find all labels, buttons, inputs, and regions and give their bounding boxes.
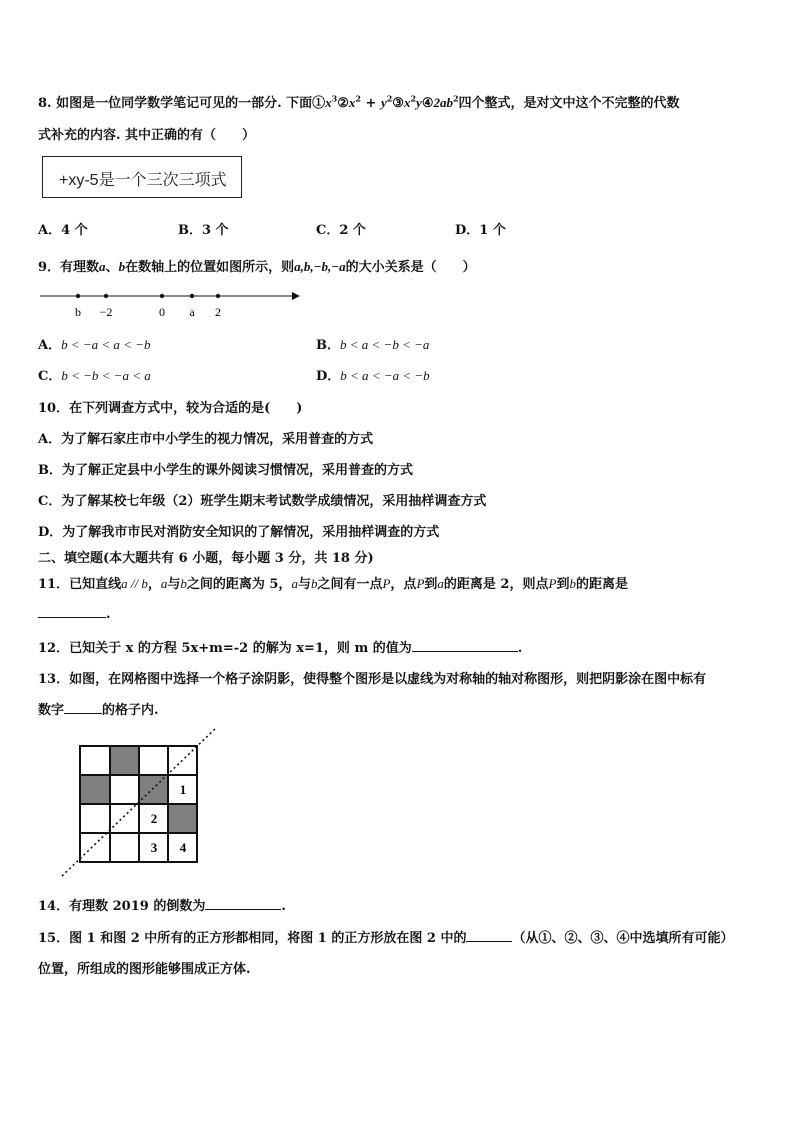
- q9-number-line: [40, 286, 305, 322]
- q11-stem: [38, 573, 628, 592]
- q9-stem-suffix: 的大小关系是（ ）: [345, 260, 476, 275]
- q14-end: .: [281, 899, 286, 914]
- q11-p6: 之间有一点: [317, 577, 383, 592]
- q9-choice-c: [38, 365, 151, 384]
- point-neg2: [104, 294, 108, 298]
- point-b: [76, 294, 80, 298]
- grid: [80, 746, 197, 862]
- q8-choice-d: D．1 个: [455, 223, 506, 238]
- q8-option-3-y: y: [416, 95, 422, 110]
- label-a: a: [189, 305, 195, 319]
- q11-p10: 到: [556, 577, 570, 592]
- q8-option-1-base: x: [325, 95, 332, 110]
- q11-b2: b: [310, 576, 318, 591]
- q9-choice-b: [316, 334, 429, 353]
- q11-p7: ，点: [390, 577, 417, 592]
- q11-p8: 到: [424, 577, 438, 592]
- q15-answer-blank[interactable]: [466, 929, 512, 942]
- q11-p5: 与: [297, 577, 311, 592]
- q8-line1-suffix: 四个整式，是对文中这个不完整的代数: [458, 96, 680, 111]
- point-a: [190, 294, 194, 298]
- shaded-cell: [168, 804, 197, 833]
- q8-option-2-plus: +: [360, 96, 381, 111]
- q13-line2-suffix: 的格子内.: [102, 703, 159, 718]
- q10-choice-b: B．为了解正定县中小学生的课外阅读习惯情况，采用普查的方式: [38, 463, 413, 478]
- q11-a3: a: [437, 576, 444, 591]
- label-zero: 0: [159, 305, 165, 319]
- q8-option-2-exp2: 2: [386, 93, 393, 104]
- q9-choice-c-letter: C．: [38, 369, 62, 384]
- q10-choice-c: C．为了解某校七年级（2）班学生期末考试数学成绩情况，采用抽样调查方式: [38, 494, 487, 509]
- q13-line2-prefix: 数字: [38, 703, 65, 718]
- q15-line2: 位置，所组成的图形能够围成正方体.: [38, 962, 251, 977]
- q8-option-4-expr: 2ab: [433, 95, 453, 110]
- q8-option-2-exp1: 2: [355, 93, 361, 104]
- q11-p11: 的距离是: [575, 577, 628, 592]
- q8-choice-a: A．4 个: [38, 223, 88, 238]
- q8-option-4-marker: ④: [421, 96, 434, 111]
- q11-answer-blank[interactable]: [38, 605, 106, 618]
- q8-line2: 式补充的内容. 其中正确的有（ ）: [38, 128, 256, 143]
- grid-number-2: 2: [150, 811, 158, 826]
- point-two: [216, 294, 220, 298]
- q11-P1: P: [382, 576, 391, 591]
- q8-choice-c: C．2 个: [316, 223, 366, 238]
- q11-a2: a: [291, 576, 298, 591]
- q15-line1: [38, 927, 734, 946]
- q12-answer-blank[interactable]: [412, 639, 518, 652]
- q13-grid-figure: [58, 724, 224, 880]
- q12-stem: [38, 637, 522, 656]
- q9-expr: a,b,−b,−a: [294, 259, 346, 274]
- q8-line1-prefix: 8. 如图是一位同学数学笔记可见的一部分. 下面: [38, 96, 313, 111]
- q14-answer-blank[interactable]: [205, 897, 281, 910]
- q8-option-3-marker: ③: [392, 96, 404, 111]
- q15-line1-suffix: （从①、②、③、④中选填所有可能）: [512, 931, 734, 946]
- q13-line2: [38, 699, 159, 718]
- q8-option-2-y: y: [380, 95, 387, 110]
- shaded-cell: [80, 775, 110, 804]
- q10-choice-d: D．为了解我市市民对消防安全知识的了解情况，采用抽样调查的方式: [38, 525, 440, 540]
- q15-line1-prefix: 15．图 1 和图 2 中所有的正方形都相同，将图 1 的正方形放在图 2 中的: [38, 931, 467, 946]
- q8-option-3-exp: 2: [410, 93, 417, 104]
- q9-stem-mid: 在数轴上的位置如图所示，则: [125, 260, 295, 275]
- grid-number-3: 3: [150, 840, 158, 855]
- number-line-arrow-icon: [292, 292, 300, 300]
- label-two: 2: [215, 305, 221, 319]
- point-zero: [160, 294, 164, 298]
- label-neg2: −2: [99, 305, 113, 319]
- q9-choice-d-text: b < a < −a < −b: [340, 368, 430, 383]
- q11-answer-line: [38, 605, 111, 622]
- q11-p3: 与: [167, 577, 181, 592]
- q11-b1: b: [180, 576, 187, 591]
- q9-sep: 、: [105, 260, 119, 275]
- q9-choice-a-text: b < −a < a < −b: [61, 337, 151, 352]
- q8-option-2-marker: ②: [337, 96, 349, 111]
- q8-option-1-exp: 3: [331, 93, 338, 104]
- q9-var-b: b: [118, 259, 126, 274]
- label-b: b: [75, 305, 81, 319]
- q14-prefix: 14．有理数 2019 的倒数为: [38, 899, 206, 914]
- q14-stem: [38, 895, 286, 914]
- q8-option-3-x: x: [403, 95, 411, 110]
- q12-prefix: 12．已知关于 x 的方程 5x+m=-2 的解为 x=1，则 m 的值为: [38, 641, 412, 656]
- q8-option-4-exp: 2: [452, 93, 459, 104]
- q12-end: .: [517, 641, 523, 656]
- q11-P3: P: [548, 576, 557, 591]
- q11-end: .: [106, 607, 111, 622]
- q11-p2: ，: [147, 577, 161, 592]
- q11-p9: 的距离是 2，则点: [443, 577, 549, 592]
- q10-choice-a: A．为了解石家庄市中小学生的视力情况，采用普查的方式: [38, 432, 374, 447]
- q9-choice-b-letter: B．: [316, 338, 340, 353]
- q11-rel: a // b: [121, 576, 148, 591]
- q9-choice-a-letter: A．: [38, 338, 62, 353]
- q9-choice-d-letter: D．: [316, 369, 341, 384]
- q9-choice-a: [38, 334, 150, 353]
- section-heading-fill-in: 二、填空题(本大题共有 6 小题，每小题 3 分，共 18 分): [38, 551, 374, 566]
- q11-p1: 11．已知直线: [38, 577, 122, 592]
- q13-line1: 13．如图，在网格图中选择一个格子涂阴影，使得整个图形是以虚线为对称轴的轴对称图形，则把阴影涂在图中标有: [38, 672, 707, 687]
- q13-answer-blank[interactable]: [64, 701, 102, 714]
- q8-notebook-text: +xy-5是一个三次三项式: [59, 172, 227, 189]
- q9-choice-c-text: b < −b < −a < a: [61, 368, 151, 383]
- q9-stem-prefix: 9．有理数: [38, 260, 100, 275]
- grid-number-4: 4: [179, 840, 187, 855]
- q9-stem: [38, 256, 476, 275]
- q11-b3: b: [569, 576, 576, 591]
- q11-a1: a: [160, 576, 168, 591]
- q8-option-2-x: x: [348, 95, 356, 110]
- q8-line1: [38, 92, 680, 111]
- grid-number-1: 1: [179, 782, 187, 797]
- q8-notebook-box: [42, 156, 242, 198]
- q10-stem: 10．在下列调查方式中，较为合适的是( ): [38, 401, 303, 416]
- q9-choice-b-text: b < a < −b < −a: [340, 337, 430, 352]
- q8-option-1-marker: ①: [312, 96, 326, 111]
- q8-choice-b: B．3 个: [178, 223, 229, 238]
- q9-var-a: a: [99, 259, 106, 274]
- q11-p4: 之间的距离为 5，: [186, 577, 292, 592]
- q9-choice-d: [316, 365, 430, 384]
- shaded-cell: [110, 746, 139, 775]
- q11-P2: P: [416, 576, 425, 591]
